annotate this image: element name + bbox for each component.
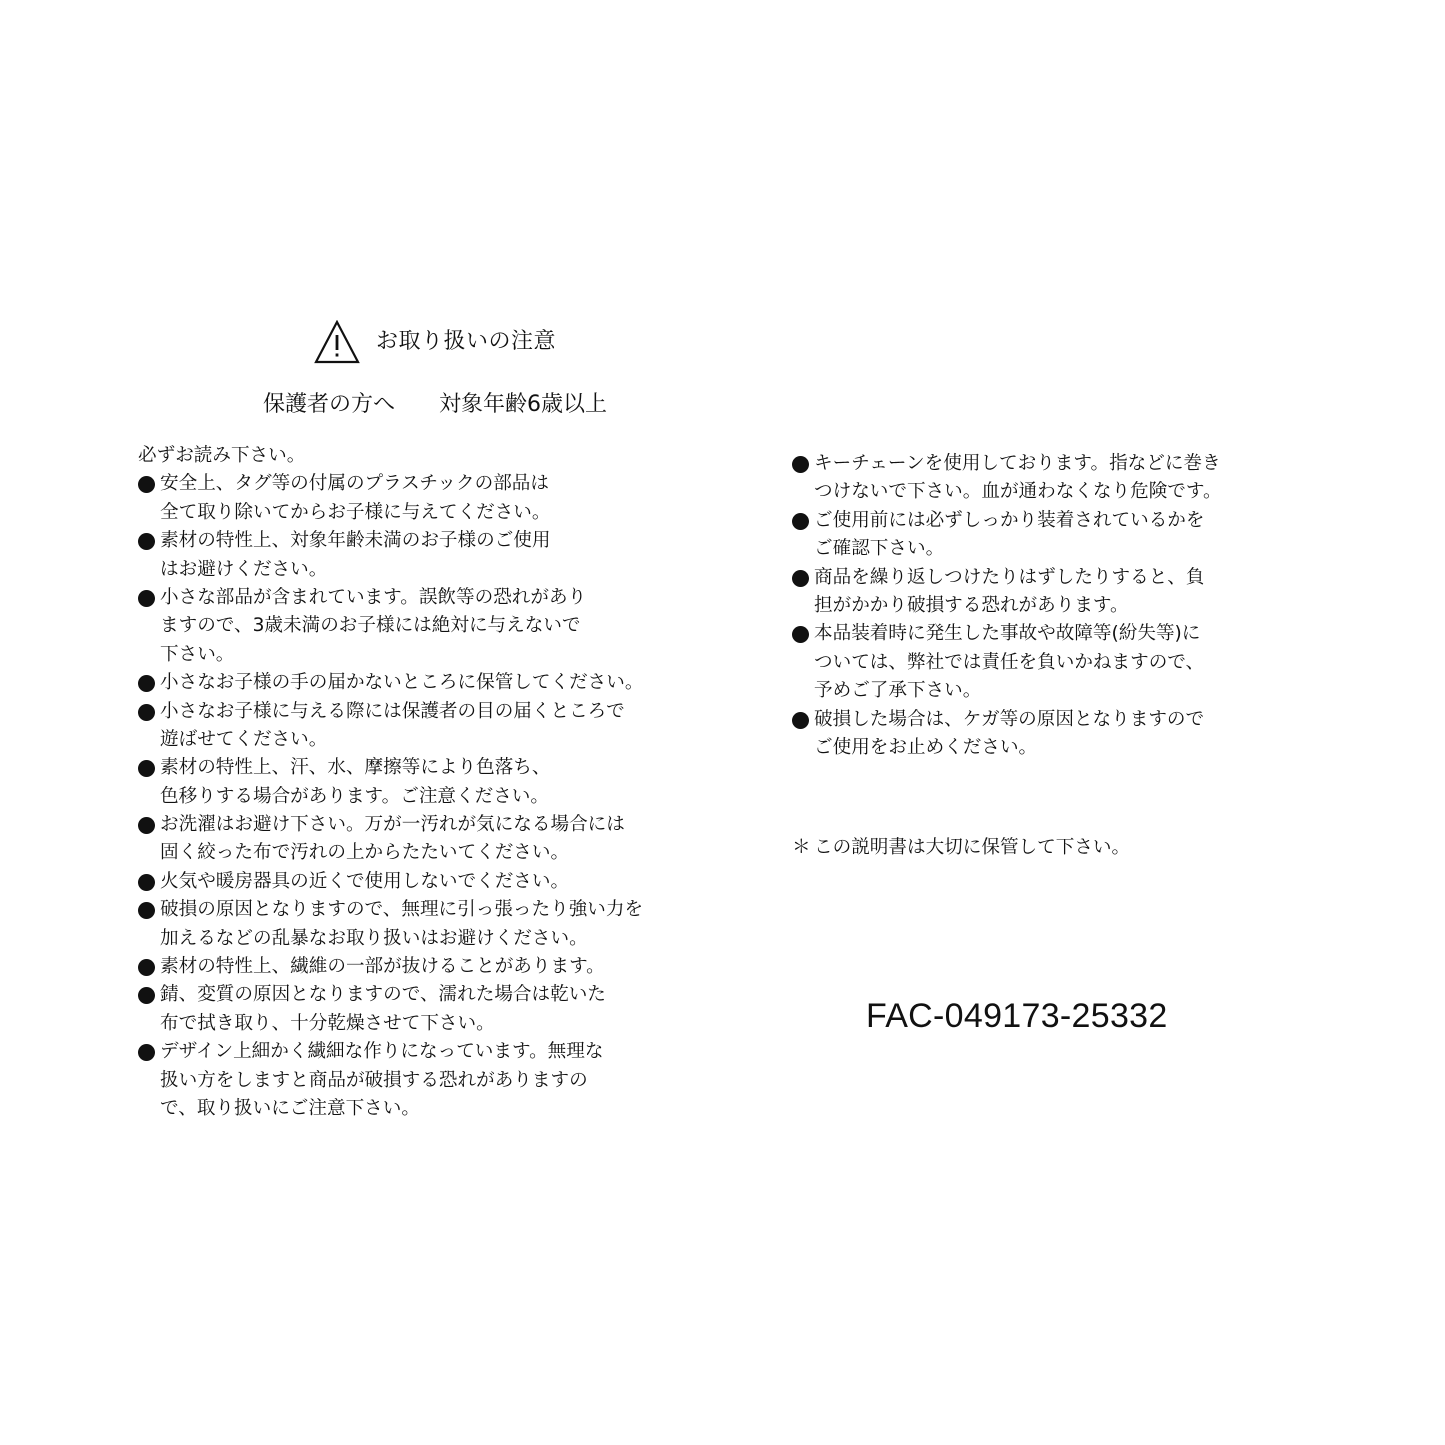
warning-item xyxy=(138,527,698,584)
warning-item xyxy=(138,698,698,755)
warning-line: 商品を繰り返しつけたりはずしたりすると、負 xyxy=(814,566,1205,588)
warning-line: キーチェーンを使用しております。指などに巻き xyxy=(814,453,1221,474)
warning-header xyxy=(0,318,870,366)
warning-line: 火気や暖房器具の近くで使用しないでください。 xyxy=(160,870,570,892)
asterisk-mark: ＊ xyxy=(792,837,811,858)
bullet-dot-icon xyxy=(138,874,155,891)
warning-line: で、取り扱いにご注意下さい。 xyxy=(160,1097,420,1119)
bullet-dot-icon xyxy=(138,675,155,692)
warning-item xyxy=(792,706,1312,763)
warning-line: 本品装着時に発生した事故や故障等(紛失等)に xyxy=(814,623,1201,645)
warning-line: 固く絞った布で汚れの上からたたいてください。 xyxy=(160,842,570,864)
bullet-dot-icon xyxy=(138,902,155,919)
left-items xyxy=(138,470,698,1123)
warning-line: ご使用をお止めください。 xyxy=(814,736,1038,758)
warning-line: 破損の原因となりますので、無理に引っ張ったり強い力を xyxy=(160,899,644,921)
warning-line: 安全上、タグ等の付属のプラスチックの部品は xyxy=(160,473,549,495)
warning-line: ご使用前には必ずしっかり装着されているかを xyxy=(814,509,1205,531)
warning-item xyxy=(138,953,698,981)
warning-line: 小さなお子様に与える際には保護者の目の届くところで xyxy=(160,700,625,722)
page-title: お取り扱いの注意 xyxy=(375,329,556,354)
warning-line: 小さなお子様の手の届かないところに保管してください。 xyxy=(160,672,644,694)
warning-line: 色移りする場合があります。ご注意ください。 xyxy=(160,785,549,807)
bullet-dot-icon xyxy=(792,456,809,473)
bullet-dot-icon xyxy=(138,1044,155,1061)
warning-line: 素材の特性上、対象年齢未満のお子様のご使用 xyxy=(160,530,551,552)
warning-line: お洗濯はお避け下さい。万が一汚れが気になる場合には xyxy=(160,814,625,836)
target-age-line xyxy=(0,389,870,421)
warning-line: はお避けください。 xyxy=(160,558,328,580)
warning-line: デザイン上細かく繊細な作りになっています。無理な xyxy=(160,1041,604,1063)
bullet-dot-icon xyxy=(138,476,155,493)
warning-item xyxy=(792,507,1312,564)
warning-line: 予めご了承下さい。 xyxy=(814,680,982,702)
warning-triangle-icon xyxy=(314,320,360,364)
bullet-dot-icon xyxy=(138,760,155,777)
intro-text: 必ずお読み下さい。 xyxy=(138,445,306,466)
bullet-dot-icon xyxy=(792,712,809,729)
warning-item xyxy=(138,584,698,669)
warning-line: 素材の特性上、繊維の一部が抜けることがあります。 xyxy=(160,956,605,978)
bullet-dot-icon xyxy=(138,987,155,1004)
warning-line: 素材の特性上、汗、水、摩擦等により色落ち、 xyxy=(160,757,551,779)
warning-line: 扱い方をしますと商品が破損する恐れがありますの xyxy=(160,1069,588,1091)
warning-line: 破損した場合は、ケガ等の原因となりますので xyxy=(814,708,1205,730)
warning-item xyxy=(138,669,698,697)
warning-line: ご確認下さい。 xyxy=(814,538,945,560)
warning-item xyxy=(138,754,698,811)
warning-item xyxy=(138,896,698,953)
warning-line: 下さい。 xyxy=(160,643,235,665)
warning-line: 小さな部品が含まれています。誤飲等の恐れがあり xyxy=(160,586,587,608)
warning-item xyxy=(792,450,1312,507)
warning-item xyxy=(138,470,698,527)
audience-label: 保護者の方へ xyxy=(262,392,395,417)
warning-line: 遊ばせてください。 xyxy=(160,728,328,750)
warning-item xyxy=(138,1038,698,1123)
bullet-dot-icon xyxy=(138,817,155,834)
warning-item xyxy=(138,868,698,896)
warning-item xyxy=(792,564,1312,621)
note-text: この説明書は大切に保管して下さい。 xyxy=(814,837,1131,858)
bullet-dot-icon xyxy=(792,513,809,530)
warning-item xyxy=(138,981,698,1038)
warning-item xyxy=(792,620,1312,705)
warning-line: 全て取り除いてからお子様に与えてください。 xyxy=(160,501,551,523)
warning-line: つけないで下さい。血が通わなくなり危険です。 xyxy=(814,481,1222,503)
warning-line: 加えるなどの乱暴なお取り扱いはお避けください。 xyxy=(160,927,588,949)
warning-line: ますので、3歳未満のお子様には絶対に与えないで xyxy=(160,615,581,637)
right-items xyxy=(792,450,1312,762)
warning-line: 布で拭き取り、十分乾燥させて下さい。 xyxy=(160,1012,495,1034)
product-code: FAC-049173-25332 xyxy=(866,997,1168,1035)
warning-item xyxy=(138,811,698,868)
bullet-dot-icon xyxy=(792,626,809,643)
warning-line: 担がかかり破損する恐れがあります。 xyxy=(814,594,1129,616)
bullet-dot-icon xyxy=(138,533,155,550)
warning-line: 錆、変質の原因となりますので、濡れた場合は乾いた xyxy=(160,984,606,1006)
bullet-dot-icon xyxy=(138,590,155,607)
right-warning-list xyxy=(792,450,1312,762)
keep-manual-note xyxy=(792,834,1130,862)
bullet-dot-icon xyxy=(792,570,809,587)
warning-line: ついては、弊社では責任を負いかねますので、 xyxy=(814,651,1205,673)
left-warning-list xyxy=(138,442,698,1123)
age-label: 対象年齢6歳以上 xyxy=(439,392,607,417)
bullet-dot-icon xyxy=(138,704,155,721)
bullet-dot-icon xyxy=(138,959,155,976)
